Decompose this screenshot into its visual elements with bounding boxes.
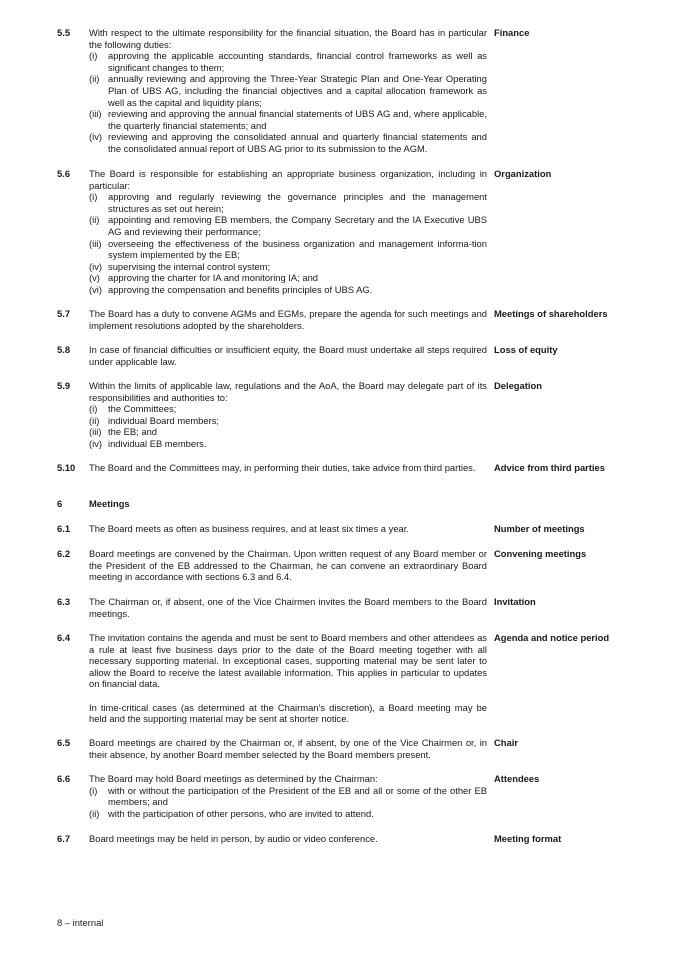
margin-label: Advice from third parties bbox=[494, 462, 605, 473]
section-body bbox=[89, 773, 487, 819]
section-body bbox=[89, 462, 487, 474]
item-list bbox=[89, 785, 487, 820]
margin-label: Agenda and notice period bbox=[494, 632, 610, 643]
list-item bbox=[89, 415, 487, 427]
item-numeral: (iii) bbox=[89, 237, 102, 249]
section-text: Board meetings are convened by the Chairman. Upon written request of any Board member or the President of the EB addressed to the Chairman, he can convene an extraordinary Board meeting in accordance with sections 6.3 and 6.4. bbox=[89, 548, 487, 583]
section-text: The Board may hold Board meetings as determined by the Chairman: bbox=[89, 773, 378, 784]
item-numeral: (i) bbox=[89, 50, 98, 62]
section-number: 6 bbox=[57, 498, 63, 509]
section-body bbox=[89, 380, 487, 450]
item-numeral: (ii) bbox=[89, 73, 100, 85]
section-text: Board meetings may be held in person, by audio or video conference. bbox=[89, 833, 378, 844]
item-text: individual EB members. bbox=[108, 437, 207, 449]
item-numeral: (iv) bbox=[89, 131, 103, 143]
list-item bbox=[89, 191, 487, 214]
list-item bbox=[89, 808, 487, 820]
section-body bbox=[89, 308, 487, 331]
item-list bbox=[89, 50, 487, 154]
list-item bbox=[89, 214, 487, 237]
margin-label: Attendees bbox=[494, 773, 540, 784]
section-body bbox=[89, 548, 487, 583]
section-text: Within the limits of applicable law, regulations and the AoA, the Board may delegate part of its responsibilities and authorities to: bbox=[89, 380, 487, 403]
section-body bbox=[89, 498, 487, 510]
item-text: annually reviewing and approving the Three-Year Strategic Plan and One-Year Operating Plan of UBS AG, including the financial objectives and a capital allocation framework as well as the capital and liquidity plans; bbox=[108, 73, 487, 108]
item-text: with or without the participation of the President of the EB and all or some of the other EB members; and bbox=[108, 784, 487, 808]
section-number: 6.4 bbox=[57, 632, 71, 643]
item-list bbox=[89, 191, 487, 295]
section-body bbox=[89, 833, 487, 845]
list-item bbox=[89, 73, 487, 108]
section-number: 5.9 bbox=[57, 380, 71, 391]
section-number: 5.7 bbox=[57, 308, 71, 319]
item-list bbox=[89, 403, 487, 449]
section-text: In case of financial difficulties or insufficient equity, the Board must undertake all steps required under applicable law. bbox=[89, 344, 487, 367]
margin-label: Number of meetings bbox=[494, 523, 585, 534]
section-body bbox=[89, 596, 487, 619]
item-text: the EB; and bbox=[108, 426, 157, 438]
section-number: 6.6 bbox=[57, 773, 71, 784]
section-heading: Meetings bbox=[89, 498, 130, 509]
section-body bbox=[89, 523, 487, 535]
section-text: With respect to the ultimate responsibility for the financial situation, the Board has in particular the following duties: bbox=[89, 27, 487, 50]
item-numeral: (i) bbox=[89, 403, 98, 415]
section-body bbox=[89, 737, 487, 760]
section-number: 6.7 bbox=[57, 833, 71, 844]
item-numeral: (iii) bbox=[89, 426, 102, 438]
margin-label: Invitation bbox=[494, 596, 536, 607]
item-numeral: (vi) bbox=[89, 283, 103, 295]
section-number: 6.2 bbox=[57, 548, 71, 559]
item-numeral: (i) bbox=[89, 784, 98, 796]
item-numeral: (iv) bbox=[89, 260, 103, 272]
item-text: with the participation of other persons, who are invited to attend. bbox=[108, 807, 374, 819]
item-text: approving the compensation and benefits principles of UBS AG. bbox=[108, 283, 373, 295]
list-item bbox=[89, 238, 487, 261]
section-body bbox=[89, 632, 487, 725]
margin-label: Loss of equity bbox=[494, 344, 558, 355]
item-text: reviewing and approving the consolidated annual and quarterly financial statements and the consolidated annual report of UBS AG prior to its submission to the AGM. bbox=[108, 131, 487, 154]
item-numeral: (ii) bbox=[89, 807, 100, 819]
item-text: appointing and removing EB members, the Company Secretary and the IA Executive UBS AG and reviewing their performance; bbox=[108, 214, 487, 237]
page-footer: 8 – internal bbox=[57, 917, 104, 928]
item-numeral: (iii) bbox=[89, 108, 102, 120]
item-numeral: (i) bbox=[89, 191, 98, 203]
section-number: 5.8 bbox=[57, 344, 71, 355]
section-number: 5.6 bbox=[57, 168, 71, 179]
item-text: approving the applicable accounting standards, financial control frameworks as well as significant changes to them; bbox=[108, 50, 487, 73]
section-text-2: In time-critical cases (as determined at the Chairman’s discretion), a Board meeting may be held and the supporting material may be sent at shorter notice. bbox=[89, 701, 487, 725]
section-number: 5.5 bbox=[57, 27, 71, 38]
margin-label: Meeting format bbox=[494, 833, 562, 844]
list-item bbox=[89, 785, 487, 808]
section-text: The Board meets as often as business requires, and at least six times a year. bbox=[89, 523, 409, 534]
section-number: 5.10 bbox=[57, 462, 76, 473]
section-text: The invitation contains the agenda and must be sent to Board members and other attendees as a rule at least five business days prior to the date of the Board meeting together with all necessary supporting material. In exceptional cases, supporting material may be sent later to allow the Board to receive the latest available information. This applies in particular to updates on financial data. bbox=[89, 632, 487, 690]
item-numeral: (ii) bbox=[89, 414, 100, 426]
list-item bbox=[89, 108, 487, 131]
section-text: The Board is responsible for establishing an appropriate business organization, including in particular: bbox=[89, 168, 487, 191]
margin-label: Organization bbox=[494, 168, 552, 179]
list-item bbox=[89, 426, 487, 438]
section-body bbox=[89, 27, 487, 155]
item-numeral: (v) bbox=[89, 272, 100, 284]
section-body bbox=[89, 344, 487, 367]
margin-label: Delegation bbox=[494, 380, 542, 391]
list-item bbox=[89, 438, 487, 450]
list-item bbox=[89, 403, 487, 415]
item-numeral: (iv) bbox=[89, 437, 103, 449]
item-text: the Committees; bbox=[108, 403, 177, 415]
list-item bbox=[89, 284, 487, 296]
item-text: approving the charter for IA and monitoring IA; and bbox=[108, 272, 319, 284]
item-text: supervising the internal control system; bbox=[108, 260, 271, 272]
item-text: overseeing the effectiveness of the business organization and management informa-tion system implemented by the EB; bbox=[108, 237, 487, 261]
item-text: approving and regularly reviewing the governance principles and the management structures as set out herein; bbox=[108, 191, 487, 214]
section-text: Board meetings are chaired by the Chairman or, if absent, by one of the Vice Chairmen or, in their absence, by another Board member selected by the Board members present. bbox=[89, 737, 487, 760]
list-item bbox=[89, 131, 487, 154]
section-number: 6.3 bbox=[57, 596, 71, 607]
item-numeral: (ii) bbox=[89, 214, 100, 226]
margin-label: Finance bbox=[494, 27, 530, 38]
section-text: The Board has a duty to convene AGMs and EGMs, prepare the agenda for such meetings and implement resolutions adopted by the shareholders. bbox=[89, 308, 487, 331]
list-item bbox=[89, 261, 487, 273]
section-number: 6.1 bbox=[57, 523, 71, 534]
item-text: reviewing and approving the annual financial statements of UBS AG and, where applicable, the quarterly financial statements; and bbox=[108, 108, 487, 131]
margin-label: Meetings of shareholders bbox=[494, 308, 608, 319]
section-number: 6.5 bbox=[57, 737, 71, 748]
item-text: individual Board members; bbox=[108, 414, 219, 426]
list-item bbox=[89, 50, 487, 73]
margin-label: Chair bbox=[494, 737, 518, 748]
section-body bbox=[89, 168, 487, 296]
section-text: The Chairman or, if absent, one of the Vice Chairmen invites the Board members to the Board meetings. bbox=[89, 596, 487, 619]
section-text: The Board and the Committees may, in performing their duties, take advice from third parties. bbox=[89, 462, 476, 473]
list-item bbox=[89, 272, 487, 284]
margin-label: Convening meetings bbox=[494, 548, 587, 559]
